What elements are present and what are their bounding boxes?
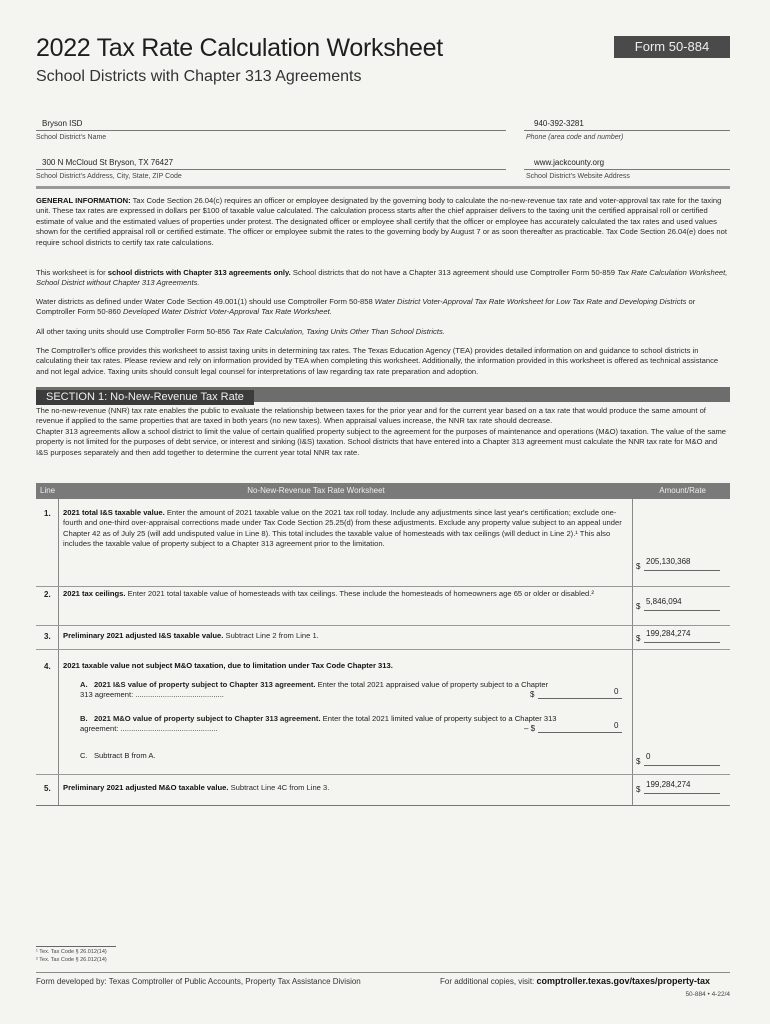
form-number-badge: Form 50-884 — [614, 36, 730, 58]
section-1-header — [36, 387, 730, 402]
amount-value: 199,284,274 — [646, 780, 691, 789]
worksheet-table — [36, 499, 730, 806]
line-text: Subtract Line 2 from Line 1. — [223, 631, 319, 640]
phone-line — [524, 130, 730, 131]
section-1-title: SECTION 1: No-New-Revenue Tax Rate — [36, 390, 254, 405]
amount-underline — [644, 610, 720, 611]
minus-dollar-sign: – $ — [524, 724, 536, 733]
website-label: School District's Website Address — [526, 173, 630, 180]
line-4c-description — [80, 751, 560, 761]
col-amount-header: Amount/Rate — [659, 486, 706, 495]
p4-text-b: Tax Rate Calculation, Taxing Units Other Than School Districts. — [232, 327, 445, 336]
footer-url-link[interactable]: comptroller.texas.gov/taxes/property-tax — [536, 976, 711, 986]
p3-text-d: Developed Water District Voter-Approval Tax Rate Worksheet. — [122, 307, 332, 317]
header-rule — [36, 186, 730, 189]
line-description — [63, 508, 633, 550]
line-number: 1. — [44, 509, 51, 518]
address-field[interactable]: 300 N McCloud St Bryson, TX 76427 — [42, 158, 174, 167]
amount-value: 205,130,368 — [646, 557, 691, 566]
amount-underline — [644, 570, 720, 571]
sub-letter: C. — [80, 751, 88, 760]
line-description — [63, 661, 633, 671]
footer-rule — [36, 972, 730, 973]
sub-text: Enter the total 2021 appraised value of property subject to a Chapter 313 agreement: .......................................... — [80, 680, 549, 700]
table-row — [36, 625, 730, 650]
dollar-sign: $ — [636, 785, 641, 794]
p4-text-a: All other taxing units should use Comptroller Form 50-856 — [36, 327, 233, 336]
footer-credit: Form developed by: Texas Comptroller of Public Accounts, Property Tax Assistance Division — [36, 977, 361, 986]
table-row — [36, 499, 730, 587]
line-title: 2021 taxable value not subject M&O taxation, due to limitation under Tax Code Chapter 313. — [63, 661, 393, 670]
dollar-sign: $ — [636, 562, 641, 571]
sub-text: Subtract B from A. — [93, 751, 156, 760]
line-description — [63, 631, 633, 641]
amount-underline — [644, 793, 720, 794]
intro-paragraph-3 — [36, 297, 730, 318]
form-code: 50-884 • 4-22/4 — [685, 991, 730, 998]
p3-text-c: or Comptroller Form 50-860 — [36, 297, 696, 317]
amount-underline — [538, 732, 622, 733]
line-number: 2. — [44, 590, 51, 599]
p2-text-c: School districts that do not have a Chapter 313 agreement should use Comptroller Form 50-859 — [290, 268, 618, 277]
general-information — [36, 196, 730, 248]
dollar-sign: $ — [530, 690, 535, 699]
line-text: Enter the amount of 2021 taxable value on the 2021 tax roll today. Include any adjustments since last year's certification; exclude one-fourth and one-third over-appraisal corrections made under Tax Code Section 25.25(d) from these adjustments. Exclude any property value subject to an appeal under Chapter 42 as of July 25 (will add undisputed value in Line 8). This total includes the taxable value of homesteads with tax ceilings (will deduct in Line 2).¹ This also includes the taxable value of property subject to a Chapter 313 agreement prior to the limitation. — [63, 508, 622, 549]
website-field[interactable]: www.jackcounty.org — [534, 158, 605, 167]
amount-underline — [538, 698, 622, 699]
general-info-label: GENERAL INFORMATION: — [36, 196, 131, 205]
dollar-sign: $ — [636, 757, 641, 766]
footnote-2: ² Tex. Tax Code § 26.012(14) — [36, 957, 107, 963]
intro-paragraph-5: The Comptroller's office provides this worksheet to assist taxing units in determining tax rates. The Texas Education Agency (TEA) provides detailed information on and guidance to school districts in calculating their tax rates. Please review and rely on information provided by TEA when completing this worksheet. Additionally, the information provided in this worksheet is offered as technical assistance and not legal advice. Taxing units should consult legal counsel for interpretations of law regarding tax rate preparation and adoption. — [36, 346, 719, 376]
sub-title: 2021 I&S value of property subject to Chapter 313 agreement. — [93, 680, 316, 689]
general-info-text: Tax Code Section 26.04(c) requires an officer or employee designated by the governing body to calculate the no-new-revenue tax rate and voter-approval tax rate for the taxing unit. These tax rates are expressed in dollars per $100 of taxable value calculated. The calculation process starts after the chief appraiser delivers to the taxing unit the certified appraisal roll or certified estimate of value and the estimated values of properties under protest. The designated officer or employee shall certify that the officer or employee has accurately calculated the tax rates and used values shown for the certified appraisal roll or certified estimate. The officer or employee submit the rates to the governing body by August 7 or as soon thereafter as practicable. Tax Code Section 26.04(e) does not require school districts to certify tax rate calculations. — [36, 196, 727, 247]
footnotes — [36, 948, 107, 964]
amount-value: 0 — [646, 752, 651, 761]
amount-underline — [644, 642, 720, 643]
amount-value: 199,284,274 — [646, 629, 691, 638]
footnote-1: ¹ Tex. Tax Code § 26.012(14) — [36, 949, 107, 955]
col-line-header: Line — [40, 486, 56, 495]
line-title: Preliminary 2021 adjusted I&S taxable value. — [63, 631, 224, 640]
website-line — [524, 169, 730, 170]
table-row — [36, 774, 730, 804]
phone-label: Phone (area code and number) — [526, 134, 624, 141]
dollar-sign: $ — [636, 634, 641, 643]
line-description — [63, 783, 633, 793]
footnote-rule — [36, 946, 116, 947]
line-title: Preliminary 2021 adjusted M&O taxable value. — [63, 783, 229, 792]
amount-value: 5,846,094 — [646, 597, 682, 606]
amount-underline — [644, 765, 720, 766]
district-name-field[interactable]: Bryson ISD — [42, 119, 83, 128]
p3-text-a: Water districts as defined under Water Code Section 49.001(1) should use Comptroller Form 50-858 — [36, 297, 375, 306]
line-number: 5. — [44, 784, 51, 793]
intro-paragraph-2 — [36, 268, 730, 289]
amount-value: 0 — [614, 721, 619, 730]
p2-text-b: school districts with Chapter 313 agreements only. — [107, 268, 291, 277]
intro-paragraph-4 — [36, 327, 730, 337]
line-description — [63, 589, 633, 599]
address-line — [36, 169, 506, 170]
table-row — [36, 586, 730, 626]
sub-title: 2021 M&O value of property subject to Chapter 313 agreement. — [93, 714, 321, 723]
page-title: 2022 Tax Rate Calculation Worksheet — [36, 34, 443, 62]
line-number: 4. — [44, 662, 51, 671]
col-title-header: No-New-Revenue Tax Rate Worksheet — [247, 486, 385, 495]
worksheet-table-header — [36, 483, 730, 499]
sub-letter: A. — [80, 680, 88, 689]
section-1-paragraph-1: The no-new-revenue (NNR) tax rate enables the public to evaluate the relationship between taxes for the prior year and for the current year based on a tax rate that would produce the same amount of revenue if applied to the same properties that are taxed in both years (no new taxes). When appraisal values increase, the NNR tax rate should decrease. — [36, 406, 706, 426]
line-title: 2021 tax ceilings. — [63, 589, 126, 598]
page-subtitle: School Districts with Chapter 313 Agreements — [36, 68, 362, 85]
line-text: Subtract Line 4C from Line 3. — [228, 783, 330, 792]
phone-field[interactable]: 940-392-3281 — [534, 119, 584, 128]
line-4b-description — [80, 714, 560, 735]
p2-text-a: This worksheet is for — [36, 268, 108, 277]
amount-value: 0 — [614, 687, 619, 696]
sub-text: Enter the total 2021 limited value of property subject to a Chapter 313 agreement: .............................................. — [80, 714, 557, 734]
district-name-label: School District's Name — [36, 134, 107, 141]
table-row — [36, 649, 730, 775]
sub-letter: B. — [80, 714, 88, 723]
line-4a-description — [80, 680, 560, 701]
p3-text-b: Water District Voter-Approval Tax Rate Worksheet for Low Tax Rate and Developing Districts — [374, 297, 687, 306]
p2-text-d: Tax Rate Calculation Worksheet, School District without Chapter 313 Agreements. — [36, 268, 728, 288]
footer-copies — [440, 976, 710, 986]
district-name-line — [36, 130, 506, 131]
address-label: School District's Address, City, State, ZIP Code — [36, 173, 182, 180]
section-1-paragraph-2: Chapter 313 agreements allow a school district to limit the value of certain qualified property subject to the agreement for the purposes of maintenance and operations (M&O) taxation. The value of the same property is not limited for the purposes of debt service, or interest and sinking (I&S) taxation. School districts that have entered into a Chapter 313 agreement must calculate the NNR tax rate for M&O and I&S purposes separately and then add together to determine the current year total NNR tax rate. — [36, 427, 727, 457]
line-number: 3. — [44, 632, 51, 641]
footer-copies-prefix: For additional copies, visit: — [440, 977, 537, 986]
line-text: Enter 2021 total taxable value of homesteads with tax ceilings. These include the homesteads of homeowners age 65 or older or disabled.² — [125, 589, 594, 598]
line-title: 2021 total I&S taxable value. — [63, 508, 165, 517]
dollar-sign: $ — [636, 602, 641, 611]
